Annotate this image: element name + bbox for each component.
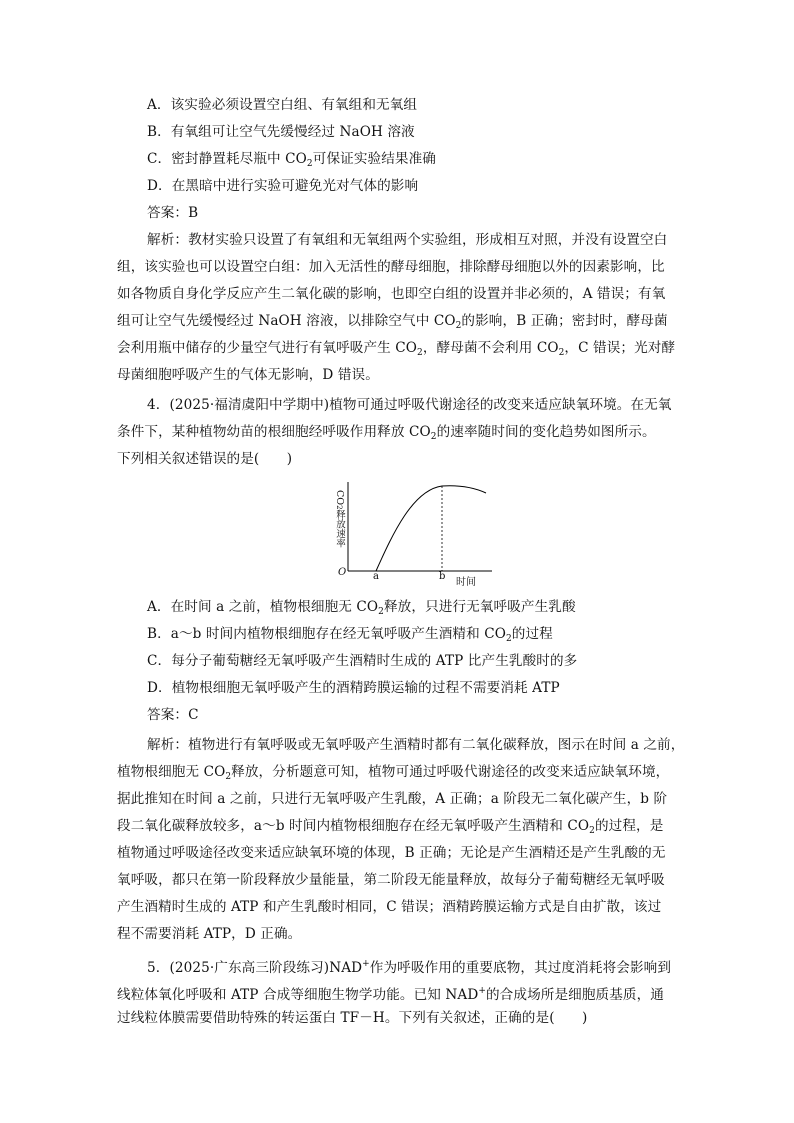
q4-explanation-line: 植物通过呼吸途径改变来适应缺氧环境的体现，B 正确；无论是产生酒精还是产生乳酸的无 bbox=[117, 845, 666, 861]
co2-release-rate-chart bbox=[328, 478, 498, 586]
q4-stem: 条件下，某种植物幼苗的根细胞经呼吸作用释放 $CO_2$的速率随时间的变化趋势如图所示。 bbox=[117, 424, 656, 442]
q3-option-d: D．在黑暗中进行实验可避免光对气体的影响 bbox=[147, 178, 419, 194]
q4-explanation-line: 程不需要消耗 ATP，D 正确。 bbox=[117, 926, 302, 942]
q4-option-d: D．植物根细胞无氧呼吸产生的酒精跨膜运输的过程不需要消耗 ATP bbox=[147, 680, 560, 696]
q3-answer: 答案：B bbox=[147, 205, 199, 221]
q3-explanation-line: 会利用瓶中储存的少量空气进行有氧呼吸产生 $CO_2$，酵母菌不会利用 $CO_2$，C 错误；光对酵 bbox=[117, 340, 676, 358]
q5-stem: 5．(2025·广东高三阶段练习)NAD+作为呼吸作用的重要底物，其过度消耗将会影响到 bbox=[147, 959, 672, 976]
q3-explanation-line: 母菌细胞呼吸产生的气体无影响，D 错误。 bbox=[117, 367, 379, 383]
y-axis-label: CO2释放速率 bbox=[334, 490, 345, 548]
co2-rate-curve bbox=[376, 486, 486, 571]
tick-label-b: b bbox=[439, 571, 446, 582]
q5-stem: 线粒体氧化呼吸和 ATP 合成等细胞生物学功能。已知 NAD+的合成场所是细胞质基质，通 bbox=[117, 986, 665, 1003]
q3-explanation-line: 组，该实验也可以设置空白组：加入无活性的酵母细胞，排除酵母细胞以外的因素影响，比 bbox=[117, 259, 665, 275]
q3-option-c: C．密封静置耗尽瓶中 $CO_2$可保证实验结果准确 bbox=[147, 151, 436, 169]
q3-explanation-line: 组可让空气先缓慢经过 NaOH 溶液，以排除空气中 $CO_2$的影响，B 正确；密封时，酵母菌 bbox=[117, 313, 668, 331]
q3-explanation-line: 解析：教材实验只设置了有氧组和无氧组两个实验组，形成相互对照，并没有设置空白 bbox=[147, 232, 668, 248]
q4-stem: 4．(2025·福清虞阳中学期中)植物可通过呼吸代谢途径的改变来适应缺氧环境。在无氧 bbox=[147, 397, 672, 413]
q4-explanation-line: 据此推知在时间 a 之前，只进行无氧呼吸产生乳酸，A 正确；a 阶段无二氧化碳产生，b 阶 bbox=[117, 791, 668, 807]
q4-explanation-line: 解析：植物进行有氧呼吸或无氧呼吸产生酒精时都有二氧化碳释放，图示在时间 a 之前， bbox=[147, 737, 685, 753]
q4-explanation-line: 产生酒精时生成的 ATP 和产生乳酸时相同，C 错误；酒精跨膜运输方式是自由扩散，该过 bbox=[117, 899, 662, 915]
q4-stem: 下列相关叙述错误的是( ) bbox=[117, 451, 293, 467]
chart-svg bbox=[328, 478, 498, 586]
q3-explanation-line: 如各物质自身化学反应产生二氧化碳的影响，也即空白组的设置并非必须的，A 错误；有氧 bbox=[117, 286, 666, 302]
x-axis-label: 时间 bbox=[456, 577, 476, 588]
origin-label: O bbox=[338, 567, 347, 578]
q4-explanation-line: 段二氧化碳释放较多，a～b 时间内植物根细胞存在经无氧呼吸产生酒精和 $CO_2$的过程，是 bbox=[117, 818, 664, 836]
q4-answer: 答案：C bbox=[147, 707, 199, 723]
q4-option-c: C．每分子葡萄糖经无氧呼吸产生酒精时生成的 ATP 比产生乳酸时的多 bbox=[147, 653, 578, 669]
q4-option-b: B．a～b 时间内植物根细胞存在经无氧呼吸产生酒精和 $CO_2$的过程 bbox=[147, 626, 553, 644]
q3-option-a: A．该实验必须设置空白组、有氧组和无氧组 bbox=[147, 97, 418, 113]
q4-explanation-line: 氧呼吸，都只在第一阶段释放少量能量，第二阶段无能量释放，故每分子葡萄糖经无氧呼吸 bbox=[117, 872, 665, 888]
q5-stem: 过线粒体膜需要借助特殊的转运蛋白 TF－H。下列有关叙述，正确的是( ) bbox=[117, 1010, 588, 1026]
q4-explanation-line: 植物根细胞无 $CO_2$释放，分析题意可知，植物可通过呼吸代谢途径的改变来适应缺氧环境， bbox=[117, 764, 670, 782]
q3-option-b: B．有氧组可让空气先缓慢经过 NaOH 溶液 bbox=[147, 124, 415, 140]
tick-label-a: a bbox=[373, 571, 379, 582]
q4-option-a: A．在时间 a 之前，植物根细胞无 $CO_2$释放，只进行无氧呼吸产生乳酸 bbox=[147, 599, 576, 617]
